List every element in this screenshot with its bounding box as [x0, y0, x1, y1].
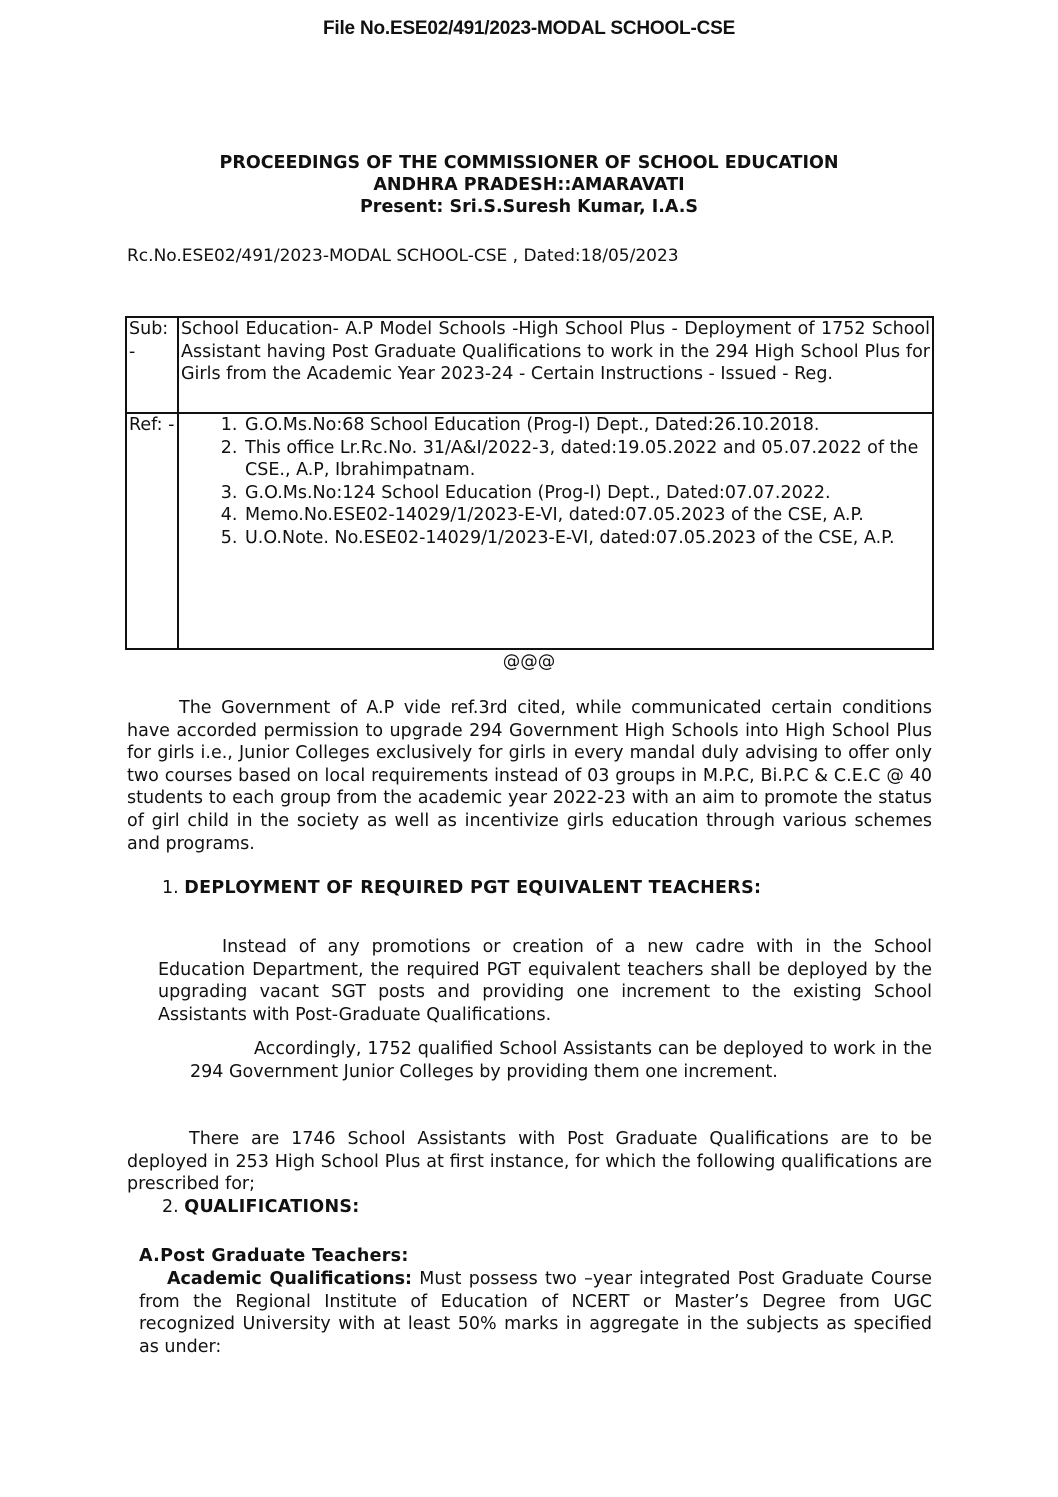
section-2-number: 2.	[162, 1197, 179, 1217]
paragraph-school-assistants: There are 1746 School Assistants with Post Graduate Qualifications are to be deployed in 253 High School Plus at first instance, for which the following qualifications are prescribed for;	[127, 1129, 932, 1195]
reference-item: 2. This office Lr.Rc.No. 31/A&I/2022-3, dated:19.05.2022 and 05.07.2022 of the CSE., A.P, Ibrahimpatnam.	[243, 437, 930, 482]
paragraph-deployment: Instead of any promotions or creation of a new cadre with in the School Education Department, the required PGT equivalent teachers shall be deployed by the upgrading vacant SGT posts and providing one increment to the existing School Assistants with Post-Graduate Qualifications.	[158, 937, 932, 1025]
section-2-title: QUALIFICATIONS:	[184, 1197, 360, 1217]
paragraph-accordingly: Accordingly, 1752 qualified School Assistants can be deployed to work in the 294 Government Junior Colleges by providing them one increment.	[190, 1039, 932, 1082]
section-2-heading	[162, 1197, 360, 1217]
reference-item: 4. Memo.No.ESE02-14029/1/2023-E-VI, dated:07.05.2023 of the CSE, A.P.	[243, 504, 930, 527]
academic-qualifications-text: Must possess two –year integrated Post Graduate Course from the Regional Institute of Education of NCERT or Master’s Degree from UGC recognized University with at least 50% marks in aggregate in the subjects as specified as under:	[139, 1269, 932, 1357]
subject-label: Sub: -	[126, 317, 178, 413]
paragraph-intro: The Government of A.P vide ref.3rd cited, while communicated certain conditions have accorded permission to upgrade 294 Government High Schools into High School Plus for girls i.e., Junior Colleges exclusively for girls in every mandal duly advising to offer only two courses based on local requirements instead of 03 groups in M.P.C, Bi.P.C & C.E.C @ 40 students to each group from the academic year 2022-23 with an aim to promote the status of girl child in the society as well as incentivize girls education through various schemes and programs.	[127, 698, 932, 854]
reference-number-line: Rc.No.ESE02/491/2023-MODAL SCHOOL-CSE , Dated:18/05/2023	[127, 246, 679, 266]
reference-item: 1. G.O.Ms.No:68 School Education (Prog-I) Dept., Dated:26.10.2018.	[243, 414, 930, 437]
proceedings-heading	[0, 152, 1058, 218]
reference-item: 5. U.O.Note. No.ESE02-14029/1/2023-E-VI, dated:07.05.2023 of the CSE, A.P.	[243, 527, 930, 550]
subsection-a-heading	[139, 1246, 409, 1266]
paragraph-academic-qualifications	[139, 1268, 932, 1358]
subject-row	[126, 317, 933, 413]
section-1-number: 1.	[162, 878, 179, 898]
section-1-title: DEPLOYMENT OF REQUIRED PGT EQUIVALENT TEACHERS:	[184, 878, 762, 898]
section-1-heading	[162, 878, 761, 898]
references-cell	[178, 413, 933, 649]
references-label: Ref: -	[126, 413, 178, 649]
references-list	[181, 414, 930, 550]
file-number-header: File No.ESE02/491/2023-MODAL SCHOOL-CSE	[322, 18, 736, 39]
subject-text: School Education- A.P Model Schools -High School Plus - Deployment of 1752 School Assistant having Post Graduate Qualifications to work in the 294 High School Plus for Girls from the Academic Year 2023-24 - Certain Instructions - Issued - Reg.	[178, 317, 933, 413]
heading-line-1: PROCEEDINGS OF THE COMMISSIONER OF SCHOOL EDUCATION	[219, 153, 839, 173]
heading-line-2: ANDHRA PRADESH::AMARAVATI	[373, 175, 685, 195]
subject-reference-table	[125, 316, 934, 650]
academic-qualifications-label: Academic Qualifications:	[167, 1269, 413, 1289]
subsection-a-title: A.Post Graduate Teachers:	[139, 1246, 409, 1266]
separator: @@@	[502, 652, 556, 672]
references-row	[126, 413, 933, 649]
heading-line-3: Present: Sri.S.Suresh Kumar, I.A.S	[359, 197, 699, 217]
reference-item: 3. G.O.Ms.No:124 School Education (Prog-I) Dept., Dated:07.07.2022.	[243, 482, 930, 505]
